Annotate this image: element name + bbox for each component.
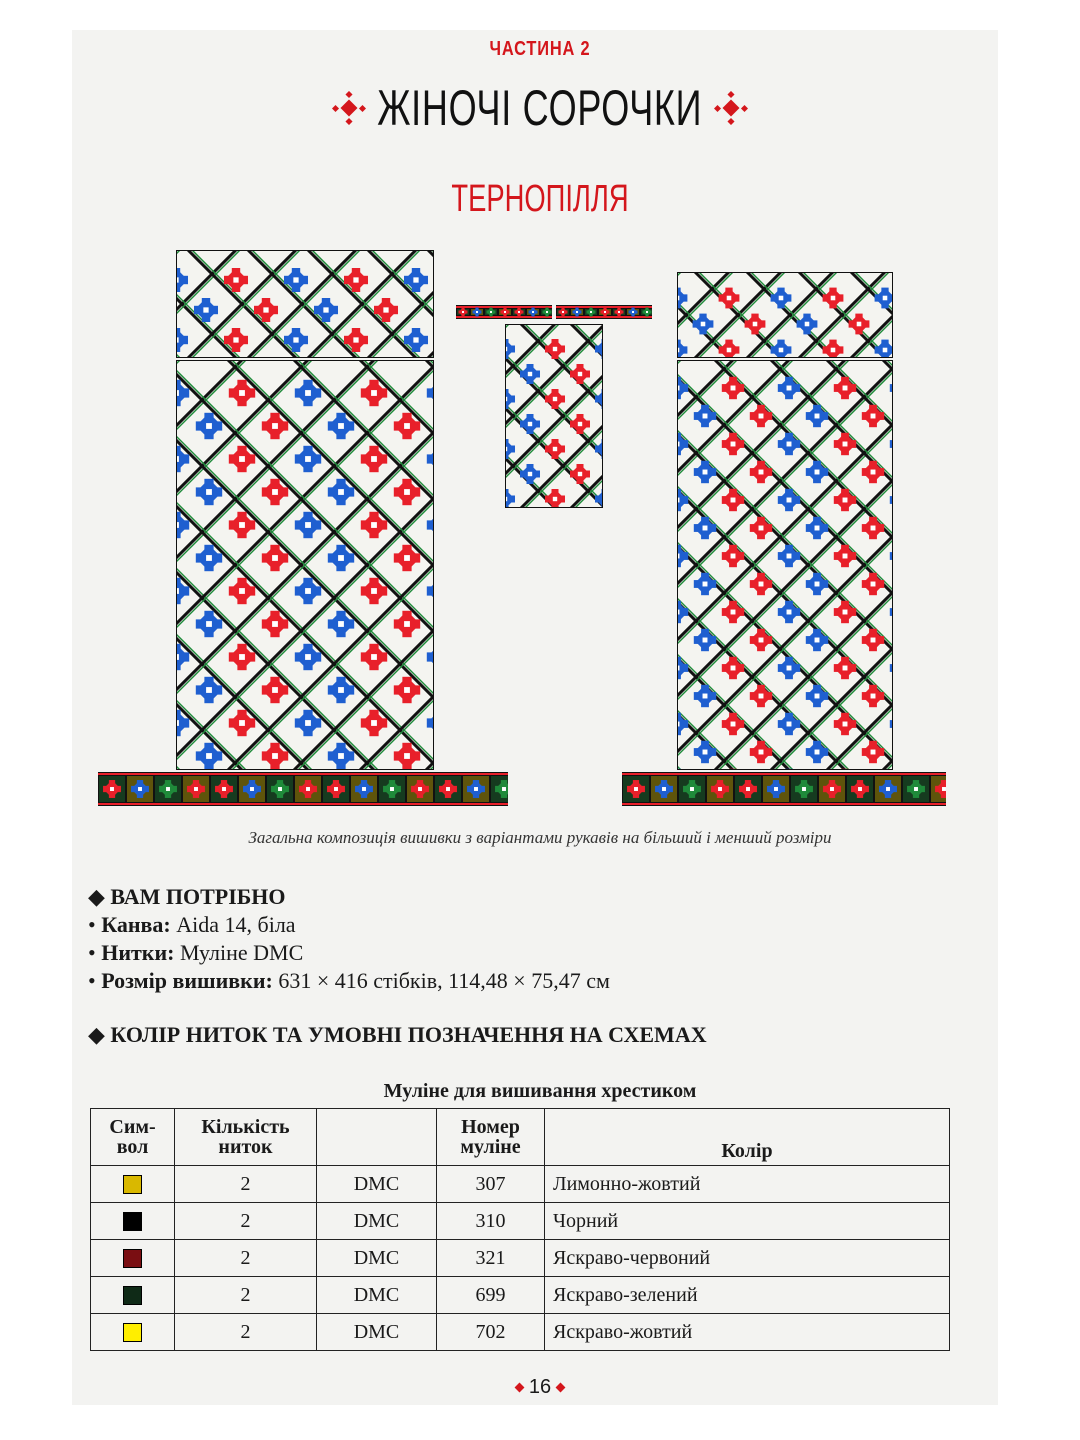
symbol-cell (91, 1277, 175, 1314)
requirement-item: • Розмір вишивки: 631 × 416 стібків, 114,48 × 75,47 см (88, 968, 610, 993)
color-name-cell: Яскраво-зелений (545, 1277, 950, 1314)
table-title: Муліне для вишивання хрестиком (383, 1080, 697, 1102)
brand-cell: DMC (317, 1314, 437, 1351)
brand-cell: DMC (317, 1166, 437, 1203)
symbol-cell (91, 1314, 175, 1351)
count-cell: 2 (175, 1203, 317, 1240)
requirement-item: • Нитки: Муліне DMC (88, 940, 304, 965)
color-swatch (123, 1286, 142, 1305)
color-swatch (123, 1175, 142, 1194)
symbol-cell (91, 1166, 175, 1203)
sleeve-pattern-small-top (677, 272, 893, 358)
column-header-color: Колір (545, 1109, 950, 1166)
diamond-ornament-icon (332, 91, 366, 125)
part-label: ЧАСТИНА 2 (489, 38, 591, 60)
diamond-icon (556, 1383, 566, 1393)
sleeve-pattern-large-top (176, 250, 434, 358)
requirements-heading: ◆ ВАМ ПОТРІБНО (88, 884, 286, 909)
cuff-band-pattern (622, 772, 946, 806)
collar-band-pattern (556, 305, 652, 319)
figure-caption: Загальна композиція вишивки з варіантами рукавів на більший і менший розміри (248, 828, 832, 847)
color-name-cell: Чорний (545, 1203, 950, 1240)
table-header-row (91, 1109, 950, 1166)
number-cell: 702 (437, 1314, 545, 1351)
number-cell: 699 (437, 1277, 545, 1314)
count-cell: 2 (175, 1240, 317, 1277)
color-swatch (123, 1323, 142, 1342)
table-row (91, 1203, 950, 1240)
count-cell: 2 (175, 1314, 317, 1351)
sleeve-pattern-large (176, 360, 434, 770)
title-row (0, 78, 1080, 138)
brand-cell: DMC (317, 1240, 437, 1277)
brand-cell: DMC (317, 1277, 437, 1314)
symbol-cell (91, 1240, 175, 1277)
color-name-cell: Яскраво-жовтий (545, 1314, 950, 1351)
color-name-cell: Яскраво-червоний (545, 1240, 950, 1277)
thread-table (90, 1108, 950, 1351)
color-name-cell: Лимонно-жовтий (545, 1166, 950, 1203)
count-cell: 2 (175, 1166, 317, 1203)
number-cell: 321 (437, 1240, 545, 1277)
table-row (91, 1277, 950, 1314)
column-header-number: Номер муліне (437, 1109, 545, 1166)
page-title: ЖІНОЧІ СОРОЧКИ (377, 80, 703, 136)
number-cell: 310 (437, 1203, 545, 1240)
diamond-ornament-icon (714, 91, 748, 125)
cuff-band-pattern (98, 772, 508, 806)
brand-cell: DMC (317, 1203, 437, 1240)
color-swatch (123, 1212, 142, 1231)
region-title: ТЕРНОПІЛЛЯ (451, 178, 629, 220)
collar-band-pattern (456, 305, 552, 319)
table-row (91, 1166, 950, 1203)
symbol-cell (91, 1203, 175, 1240)
table-row (91, 1240, 950, 1277)
column-header-symbol: Сим- вол (91, 1109, 175, 1166)
column-header-brand (317, 1109, 437, 1166)
number-cell: 307 (437, 1166, 545, 1203)
page-number: 16 (0, 1376, 1080, 1399)
diamond-icon (514, 1383, 524, 1393)
sleeve-pattern-small (677, 360, 893, 770)
chest-pattern (505, 324, 603, 508)
threads-heading: ◆ КОЛІР НИТОК ТА УМОВНІ ПОЗНАЧЕННЯ НА СХЕМАХ (88, 1022, 707, 1047)
requirement-item: • Канва: Aida 14, біла (88, 912, 296, 937)
count-cell: 2 (175, 1277, 317, 1314)
color-swatch (123, 1249, 142, 1268)
column-header-count: Кількість ниток (175, 1109, 317, 1166)
table-row (91, 1314, 950, 1351)
